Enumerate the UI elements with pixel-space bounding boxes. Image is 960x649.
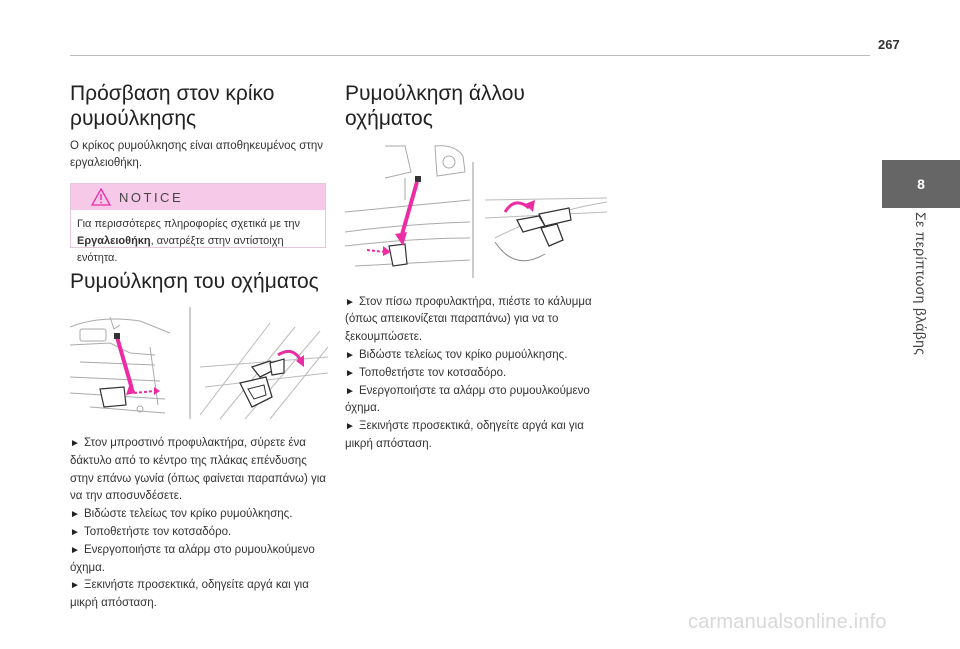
list-item: ► Ξεκινήστε προσεκτικά, οδηγείτε αργά και για μικρή απόσταση.	[345, 420, 584, 451]
chapter-tab[interactable]: 8	[882, 160, 960, 208]
list-item: ► Ενεργοποιήστε τα αλάρμ στο ρυμουλκούμενο όχημα.	[345, 384, 590, 415]
chapter-label	[882, 212, 960, 382]
notice-label: NOTICE	[119, 189, 184, 205]
intro-text: Ο κρίκος ρυμούλκησης είναι αποθηκευμένος στην εργαλειοθήκη.	[70, 139, 324, 170]
left-column	[70, 82, 328, 613]
heading-towing-vehicle: Ρυμούλκηση του οχήματος	[70, 270, 319, 294]
toolkit-link[interactable]: Εργαλειοθήκη	[77, 235, 151, 248]
front-towing-steps	[70, 435, 328, 613]
top-rule	[70, 55, 870, 56]
list-item: ► Τοποθετήστε τον κοτσαδόρο.	[345, 366, 507, 379]
list-item: ► Στον μπροστινό προφυλακτήρα, σύρετε ένα δάκτυλο από το κέντρο της πλάκας επένδυσης στην επάνω γωνία (όπως φαίνεται παραπάνω) για να την αποσυνδέσετε.	[70, 436, 326, 503]
right-column	[345, 82, 610, 454]
page-number: 267	[878, 37, 900, 52]
chapter-label-text: Σε περίπτωση βλάβης	[913, 212, 929, 356]
watermark: carmanualsonline.info	[688, 611, 887, 633]
front-bumper-illustration	[70, 307, 328, 425]
list-item: ► Βιδώστε τελείως τον κρίκο ρυμούλκησης.	[70, 508, 293, 521]
notice-box	[70, 183, 326, 265]
rear-bumper-illustration	[345, 142, 607, 280]
list-item: ► Στον πίσω προφυλακτήρα, πιέστε το κάλυμμα (όπως απεικονίζεται παραπάνω) για να το ξεκουμπώσετε.	[345, 295, 592, 344]
list-item: ► Ενεργοποιήστε τα αλάρμ στο ρυμουλκούμενο όχημα.	[70, 543, 315, 574]
notice-text: Για περισσότερες πληροφορίες σχετικά με την Εργαλειοθήκη, ανατρέξτε στην αντίστοιχη ενότητα.	[77, 218, 301, 265]
list-item: ► Βιδώστε τελείως τον κρίκο ρυμούλκησης.	[345, 348, 568, 361]
heading-access-towing-eye: Πρόσβαση στον κρίκο ρυμούλκησης	[70, 82, 275, 130]
rear-towing-steps	[345, 294, 610, 454]
list-item: ► Τοποθετήστε τον κοτσαδόρο.	[70, 525, 232, 538]
list-item: ► Ξεκινήστε προσεκτικά, οδηγείτε αργά και για μικρή απόσταση.	[70, 579, 309, 610]
warning-icon	[91, 188, 111, 206]
notice-header	[71, 184, 325, 210]
heading-towing-another-vehicle: Ρυμούλκηση άλλου οχήματος	[345, 82, 525, 130]
